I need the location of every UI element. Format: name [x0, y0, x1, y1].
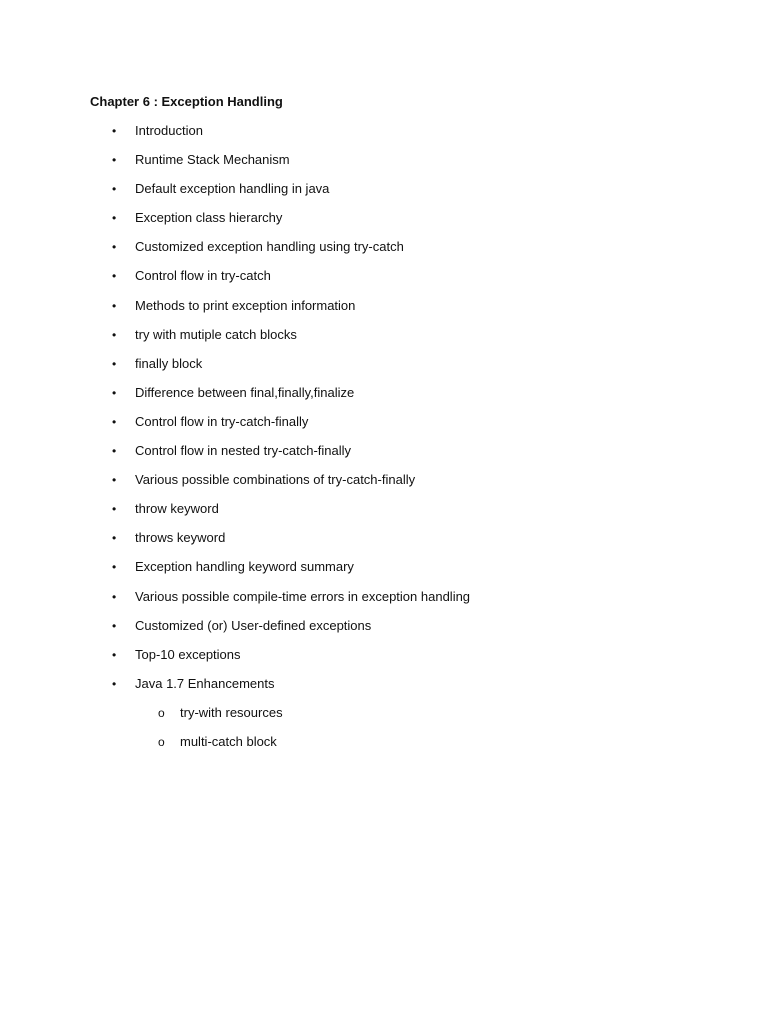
- bullet-icon: •: [112, 124, 117, 138]
- list-item-text: try with mutiple catch blocks: [135, 326, 297, 342]
- bullet-icon: •: [112, 589, 117, 604]
- list-item-text: Runtime Stack Mechanism: [135, 152, 290, 168]
- bullet-icon: •: [112, 240, 117, 255]
- list-item-text: Various possible compile-time errors in exception handling: [135, 588, 471, 604]
- sub-list-item-text: try-with resources: [180, 705, 283, 720]
- bullet-icon: •: [112, 473, 117, 488]
- list-item-text: Exception handling keyword summary: [135, 559, 354, 575]
- bullet-icon: •: [112, 327, 117, 342]
- bullet-icon: •: [112, 676, 117, 691]
- bullet-icon: •: [112, 647, 117, 662]
- list-item-text: Top-10 exceptions: [135, 646, 241, 662]
- list-item-text: Control flow in nested try-catch-finally: [135, 443, 352, 459]
- list-item-text: Control flow in try-catch-finally: [135, 413, 309, 429]
- bullet-icon: •: [112, 182, 117, 197]
- chapter-title: Chapter 6 : Exception Handling: [90, 94, 283, 109]
- list-item-text: Customized (or) User-defined exceptions: [135, 617, 372, 633]
- list-item-text: Default exception handling in java: [135, 181, 330, 197]
- bullet-icon: •: [112, 385, 117, 400]
- list-item-text: throw keyword: [135, 501, 219, 517]
- bullet-icon: •: [112, 414, 117, 429]
- bullet-icon: •: [112, 502, 117, 517]
- list-item-text: finally block: [135, 355, 203, 371]
- circle-bullet-icon: o: [158, 735, 165, 750]
- bullet-icon: •: [112, 269, 117, 284]
- sub-list-item-text: multi-catch block: [180, 734, 277, 750]
- list-item-text: Introduction: [135, 123, 203, 138]
- list-item-text: Difference between final,finally,finalize: [135, 384, 355, 400]
- bullet-icon: •: [112, 211, 117, 226]
- bullet-icon: •: [112, 560, 117, 575]
- list-item-text: Control flow in try-catch: [135, 268, 271, 284]
- bullet-icon: •: [112, 298, 117, 313]
- list-item-text: Customized exception handling using try-catch: [135, 239, 404, 255]
- list-item-text: throws keyword: [135, 530, 226, 546]
- bullet-icon: •: [112, 531, 117, 546]
- list-item-text: Methods to print exception information: [135, 297, 356, 313]
- bullet-icon: •: [112, 444, 117, 459]
- list-item-text: Java 1.7 Enhancements: [135, 675, 275, 691]
- bullet-icon: •: [112, 618, 117, 633]
- bullet-icon: •: [112, 153, 117, 168]
- bullet-icon: •: [112, 356, 117, 371]
- list-item-text: Various possible combinations of try-catch-finally: [135, 472, 416, 488]
- list-item-text: Exception class hierarchy: [135, 210, 283, 226]
- circle-bullet-icon: o: [158, 706, 165, 720]
